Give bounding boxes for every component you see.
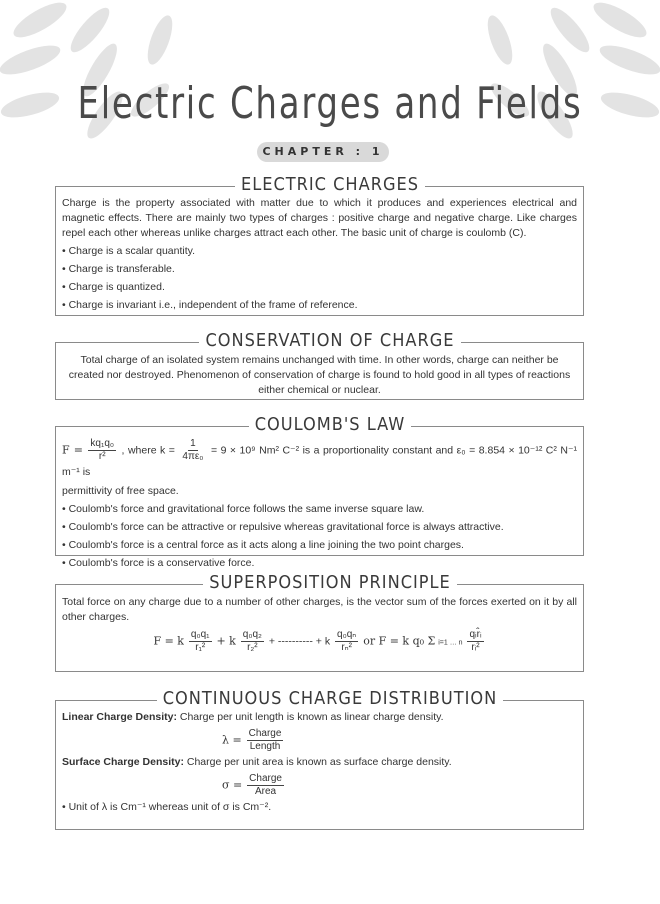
chapter-badge: CHAPTER : 1 <box>257 142 389 162</box>
superposition-heading: SUPERPOSITION PRINCIPLE <box>0 573 660 593</box>
surface-density: Surface Charge Density: Charge per unit area is known as surface charge density. <box>62 756 452 768</box>
electric-charges-intro: Charge is the property associated with matter due to which it produces and experiences electrical and magnetic effects. There are mainly two types of charges : positive charge and negative charge. Like charges repel each other whereas unlike charges attract each other. The basic unit of charge is coulomb (C). <box>62 197 577 239</box>
list-item: • Coulomb's force and gravitational force follows the same inverse square law. <box>62 503 425 515</box>
list-item: • Charge is transferable. <box>62 263 175 275</box>
coulomb-tail: permittivity of free space. <box>62 485 179 497</box>
unit-note: • Unit of λ is Cm⁻¹ whereas unit of σ is Cm⁻². <box>62 801 272 813</box>
conservation-text: Total charge of an isolated system remains unchanged with time. In other words, charge can neither be created nor destroyed. Phenomenon of conservation of charge is found to hold good in all types of reactions either chemical or nuclear. <box>68 354 571 396</box>
linear-density: Linear Charge Density: Charge per unit length is known as linear charge density. <box>62 711 444 723</box>
coulomb-formula: F = $\frac{\text{kq₁q₀}}{\text{r²}}$ , where k = $\frac{1}{\text{4πε₀}}$ = 9 × 10⁹ Nm² C⁻² is a proportionality constant and ε₀ = 8.854 × 10⁻¹² C² N⁻¹ m⁻¹ is <box>62 438 577 478</box>
conservation-body <box>62 353 577 401</box>
list-item: • Charge is a scalar quantity. <box>62 245 196 257</box>
list-item: • Coulomb's force is a conservative force. <box>62 557 255 569</box>
superposition-formula: F = k $\frac{\text{q₀q₁}}{\text{r₁²}}$ + k $\frac{\text{q₀q₂}}{\text{r₂²}}$ + ---------- + k $\frac{\text{q₀qₙ}}{\text{rₙ²}}$ or F = k q₀ Σ i=1 … n $\frac{\text{qᵢr̂ᵢ}}{\text{rᵢ²}}$ <box>153 629 482 653</box>
conservation-heading: CONSERVATION OF CHARGE <box>0 331 660 351</box>
continuous-body <box>62 710 577 818</box>
electric-charges-body <box>62 196 577 316</box>
sigma-formula: σ = $\frac{\text{Charge}}{\text{Area}}$ <box>222 773 282 797</box>
page-title: Electric Charges and Fields <box>77 78 583 129</box>
coulomb-heading: COULOMB'S LAW <box>0 415 660 435</box>
list-item: • Charge is quantized. <box>62 281 165 293</box>
coulomb-body <box>62 438 577 574</box>
superposition-body <box>62 595 577 654</box>
superposition-text: Total force on any charge due to a number of other charges, is the vector sum of the forces exerted on it by all other charges. <box>62 596 577 623</box>
list-item: • Charge is invariant i.e., independent of the frame of reference. <box>62 299 358 311</box>
list-item: • Coulomb's force is a central force as it acts along a line joining the two point charges. <box>62 539 464 551</box>
electric-charges-heading: ELECTRIC CHARGES <box>0 175 660 195</box>
list-item: • Coulomb's force can be attractive or repulsive whereas gravitational force is always attractive. <box>62 521 504 533</box>
lambda-formula: λ = $\frac{\text{Charge}}{\text{Length}}$ <box>222 728 282 752</box>
continuous-heading: CONTINUOUS CHARGE DISTRIBUTION <box>0 689 660 709</box>
